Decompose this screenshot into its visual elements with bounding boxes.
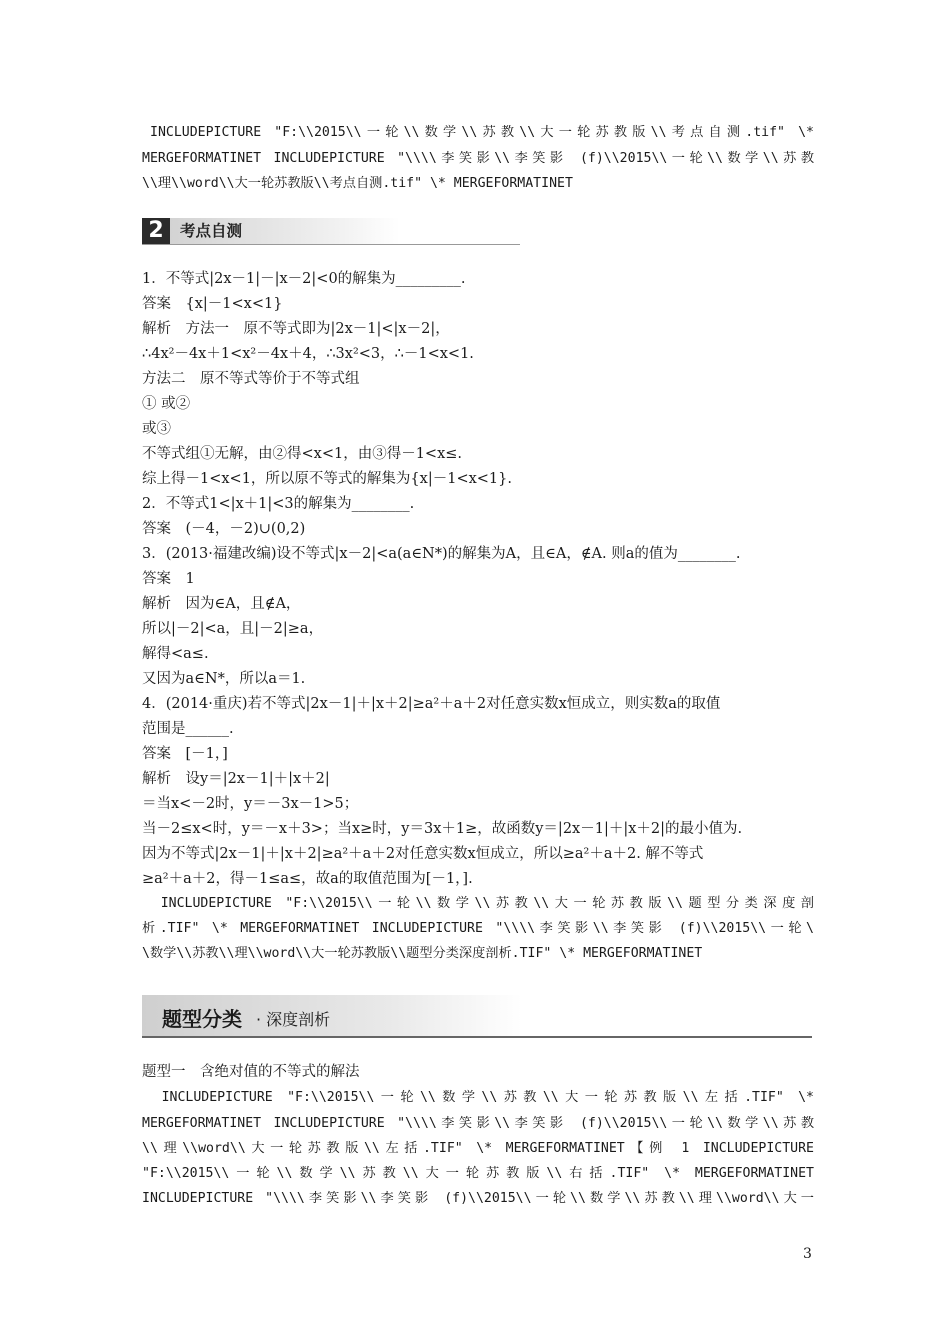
analysis-line: ∴4x²－4x＋1<x²－4x＋4，∴3x²<3，∴－1<x<1. xyxy=(142,346,474,362)
analysis-line: 当－2≤x<时，y＝－x＋3>；当x≥时，y＝3x＋1≥，故函数y＝|2x－1|＋|x＋2|的最小值为. xyxy=(142,821,743,837)
type-title: 题型一 含绝对值的不等式的解法 xyxy=(142,1064,360,1080)
analysis-line: 解析 因为∈A，且∉A， xyxy=(142,596,301,612)
section-rule xyxy=(142,244,520,245)
section-number: 2 xyxy=(142,218,170,244)
field-code-line: INCLUDEPICTURE "F:\\2015\\一轮\\数学\\苏教\\大一轮苏教版\\题型分类深度剖 xyxy=(142,896,814,911)
question-4: 4．(2014·重庆)若不等式|2x－1|＋|x＋2|≥a²＋a＋2对任意实数x恒成立，则实数a的取值 xyxy=(142,696,721,712)
answer-line: 答案 (－4，－2)∪(0,2) xyxy=(142,521,306,537)
analysis-line: 又因为a∈N*，所以a＝1. xyxy=(142,671,306,687)
section-heading-type-analysis xyxy=(142,995,812,1039)
analysis-line: ≥a²＋a＋2，得－1≤a≤，故a的取值范围为[－1，]. xyxy=(142,871,473,887)
analysis-line: 解得<a≤. xyxy=(142,646,209,662)
answer-line: 答案 1 xyxy=(142,571,195,587)
question-2: 2．不等式1<|x＋1|<3的解集为________. xyxy=(142,496,415,512)
field-code-line: \数学\\苏教\\理\\word\\大一轮苏教版\\题型分类深度剖析.TIF" \* MERGEFORMATINET xyxy=(142,946,703,961)
question-3: 3．(2013·福建改编)设不等式|x－2|<a(a∈N*)的解集为A，且∈A，∉A. 则a的值为________. xyxy=(142,546,741,562)
analysis-line: 方法二 原不等式等价于不等式组 xyxy=(142,371,360,387)
section-heading-self-test xyxy=(142,218,520,246)
analysis-line: ① 或② xyxy=(142,396,191,412)
analysis-line: 综上得－1<x<1，所以原不等式的解集为{x|－1<x<1}. xyxy=(142,471,512,487)
field-code-line: INCLUDEPICTURE "F:\\2015\\一轮\\数学\\苏教\\大一轮苏教版\\考点自测.tif" \* xyxy=(150,125,814,140)
analysis-line: 或③ xyxy=(142,421,171,437)
page-number: 3 xyxy=(803,1246,812,1262)
analysis-line: 所以|－2|<a，且|－2|≥a， xyxy=(142,621,324,637)
field-code-line: MERGEFORMATINET INCLUDEPICTURE "\\\\李笑影\\李笑影 (f)\\2015\\一轮\\数学\\苏教 xyxy=(142,1116,814,1131)
question-1: 1．不等式|2x－1|－|x－2|<0的解集为_________. xyxy=(142,271,466,287)
field-code-line: INCLUDEPICTURE "F:\\2015\\一轮\\数学\\苏教\\大一轮苏教版\\左括.TIF" \* xyxy=(142,1090,814,1105)
analysis-line: 因为不等式|2x－1|＋|x＋2|≥a²＋a＋2对任意实数x恒成立，所以≥a²＋a＋2. 解不等式 xyxy=(142,846,704,862)
analysis-line: 不等式组①无解，由②得<x<1，由③得－1<x≤. xyxy=(142,446,463,462)
field-code-line: "F:\\2015\\一轮\\数学\\苏教\\大一轮苏教版\\右括.TIF" \* MERGEFORMATINET xyxy=(142,1166,814,1181)
answer-line: 答案 [－1，] xyxy=(142,746,228,762)
field-code-line: INCLUDEPICTURE "\\\\李笑影\\李笑影 (f)\\2015\\一轮\\数学\\苏教\\理\\word\\大一 xyxy=(142,1191,814,1206)
question-4-cont: 范围是______. xyxy=(142,721,234,737)
field-code-line: \\理\\word\\大一轮苏教版\\左括.TIF" \* MERGEFORMATINET【例 1 INCLUDEPICTURE xyxy=(142,1141,814,1156)
analysis-line: 解析 设y＝|2x－1|＋|x＋2| xyxy=(142,771,330,787)
section-title: 题型分类 xyxy=(162,1007,242,1031)
section-subtitle: · 深度剖析 xyxy=(256,1010,331,1029)
analysis-line: 解析 方法一 原不等式即为|2x－1|<|x－2|， xyxy=(142,321,450,337)
field-code-line: \\理\\word\\大一轮苏教版\\考点自测.tif" \* MERGEFORMATINET xyxy=(142,176,573,191)
section-rule xyxy=(142,1036,812,1038)
analysis-line: ＝当x<－2时，y＝－3x－1>5； xyxy=(142,796,359,812)
answer-line: 答案 {x|－1<x<1} xyxy=(142,296,283,312)
field-code-line: 析.TIF" \* MERGEFORMATINET INCLUDEPICTURE "\\\\李笑影\\李笑影 (f)\\2015\\一轮\ xyxy=(142,921,814,936)
section-title: 考点自测 xyxy=(180,222,243,240)
field-code-line: MERGEFORMATINET INCLUDEPICTURE "\\\\李笑影\\李笑影 (f)\\2015\\一轮\\数学\\苏教 xyxy=(142,151,814,166)
